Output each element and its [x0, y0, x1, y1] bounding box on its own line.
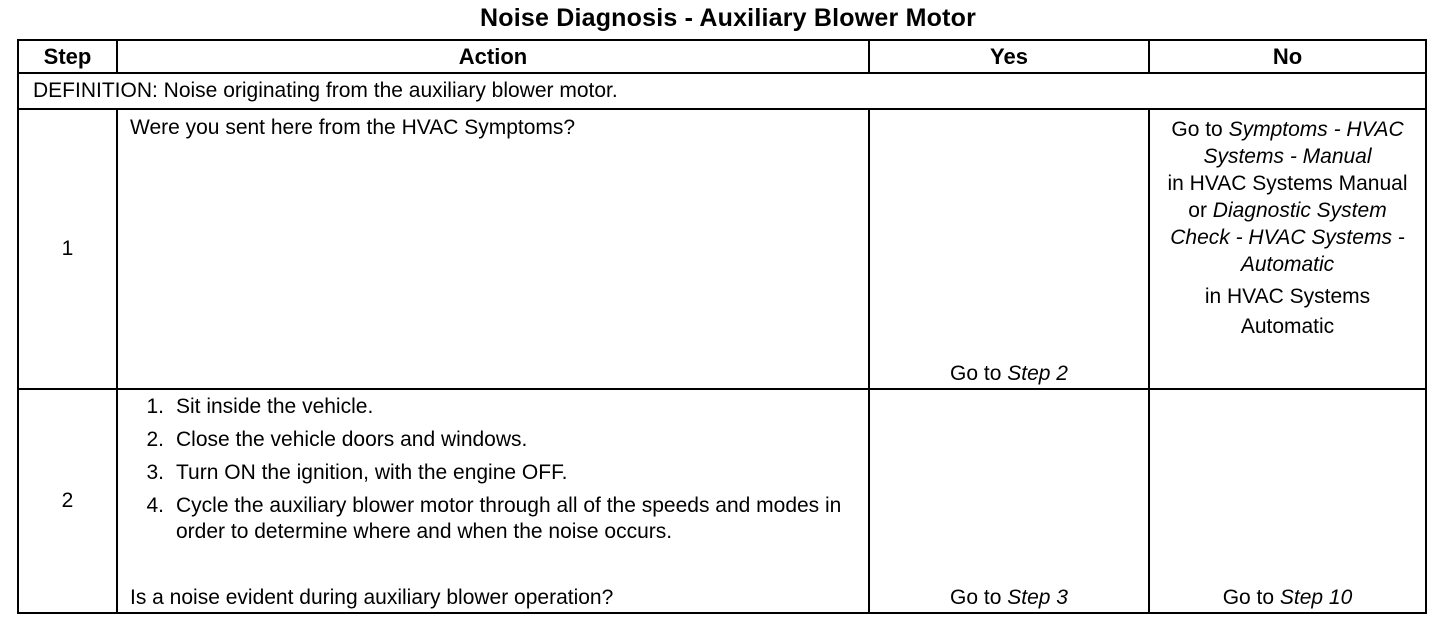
- list-item: 3. Turn ON the ignition, with the engine OFF.: [146, 461, 568, 484]
- step-number: 1: [18, 109, 117, 389]
- yes-instruction: Go to Step 3: [950, 586, 1068, 609]
- diagnostic-check-link[interactable]: Diagnostic System Check - HVAC Systems - Automatic: [1170, 199, 1405, 276]
- action-question: Is a noise evident during auxiliary blower operation?: [130, 586, 614, 609]
- page-title: Noise Diagnosis - Auxiliary Blower Motor: [479, 4, 977, 32]
- diagnosis-table: [17, 39, 1427, 614]
- yes-cell: [869, 389, 1149, 613]
- header-step: Step: [18, 40, 117, 73]
- action-question: Were you sent here from the HVAC Symptoms?: [130, 116, 576, 139]
- no-cell: Go to Symptoms - HVAC Systems - Manual in HVAC Systems Manual or Diagnostic System Check - HVAC Systems - Automatic in HVAC Systems Automatic: [1149, 109, 1426, 389]
- header-no: No: [1149, 40, 1426, 73]
- step-number: 2: [18, 389, 117, 613]
- list-item: 1. Sit inside the vehicle.: [146, 395, 374, 418]
- definition-row: [18, 73, 1426, 109]
- table-header-row: [18, 40, 1426, 73]
- list-item: 2. Close the vehicle doors and windows.: [146, 428, 528, 451]
- table-row: [18, 109, 1426, 389]
- header-action: Action: [117, 40, 869, 73]
- action-cell: [117, 109, 869, 389]
- header-yes: Yes: [869, 40, 1149, 73]
- symptoms-link[interactable]: Symptoms - HVAC Systems - Manual: [1203, 118, 1404, 168]
- no-text-systems: in HVAC Systems: [1204, 285, 1371, 308]
- yes-instruction: Go to Step 2: [950, 362, 1068, 385]
- no-cell: [1149, 389, 1426, 613]
- step-link[interactable]: Step 2: [1007, 362, 1068, 385]
- step-link[interactable]: Step 10: [1279, 586, 1353, 609]
- action-cell: [117, 389, 869, 613]
- list-item: 4. Cycle the auxiliary blower motor through all of the speeds and modes in order to determine where and when the noise occurs.: [146, 494, 842, 543]
- definition-text: DEFINITION: Noise originating from the auxiliary blower motor.: [18, 73, 1426, 109]
- substep-list: [118, 394, 868, 545]
- no-instruction: Go to Step 10: [1222, 586, 1353, 609]
- step-link[interactable]: Step 3: [1007, 586, 1068, 609]
- no-text-automatic: Automatic: [1240, 315, 1335, 338]
- yes-cell: [869, 109, 1149, 389]
- table-row: [18, 389, 1426, 613]
